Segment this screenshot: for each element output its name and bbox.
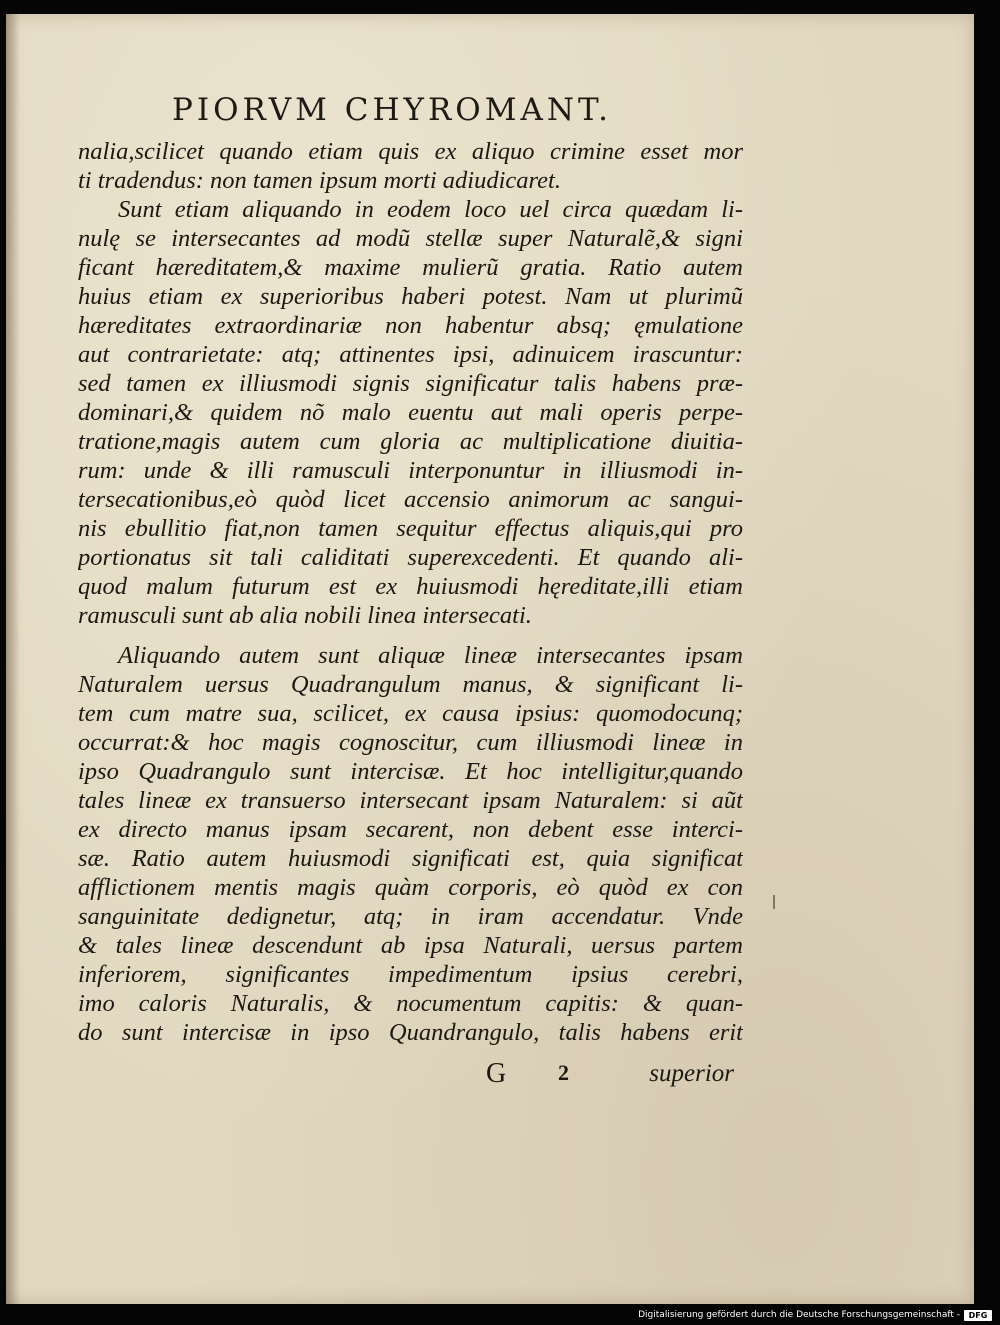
text-line: ti tradendus: non tamen ipsum morti adiudicaret. (78, 167, 561, 194)
text-line: & tales lineæ descendunt ab ipsa Naturali, uersus partem (78, 932, 743, 959)
text-line: nis ebullitio fiat,non tamen sequitur effectus aliquis,qui pro (78, 515, 743, 542)
signature-number: 2 (558, 1060, 569, 1085)
text-line: tersecationibus,eò quòd licet accensio animorum ac sangui- (78, 486, 743, 513)
text-line: hæreditates extraordinariæ non habentur absq; ęmulatione (78, 312, 743, 339)
running-head: PIORVM CHYROMANT. (172, 92, 612, 128)
margin-mark (773, 895, 775, 909)
text-line: sæ. Ratio autem huiusmodi significati est, quia significat (78, 845, 743, 872)
text-line: Sunt etiam aliquando in eodem loco uel circa quædam li- (118, 196, 743, 223)
text-line: ficant hæreditatem,& maxime mulierũ gratia. Ratio autem (78, 254, 743, 281)
text-line: occurrat:& hoc magis cognoscitur, cum illiusmodi lineæ in (78, 729, 743, 756)
text-line: tem cum matre sua, scilicet, ex causa ipsius: quomodocunq; (78, 700, 743, 727)
text-line: nalia,scilicet quando etiam quis ex aliquo crimine esset mor (78, 138, 743, 165)
catchword-line (486, 1058, 746, 1092)
text-line: rum: unde & illi ramusculi interponuntur in illiusmodi in- (78, 457, 743, 484)
text-line: Naturalem uersus Quadrangulum manus, & significant li- (78, 671, 743, 698)
paragraph-3 (78, 641, 743, 1047)
text-line: sanguinitate dedignetur, atq; in iram accendatur. Vnde (78, 903, 743, 930)
dfg-logo-icon: DFG (964, 1310, 992, 1321)
text-line: nulę se intersecantes ad modũ stellæ super Naturalẽ,& signi (78, 225, 743, 252)
text-line: ex directo manus ipsam secarent, non debent esse interci- (78, 816, 743, 843)
text-line: ramusculi sunt ab alia nobili linea intersecati. (78, 602, 532, 629)
text-line: inferiorem, significantes impedimentum ipsius cerebri, (78, 961, 743, 988)
text-line: dominari,& quidem nõ malo euentu aut mali operis perpe- (78, 399, 743, 426)
text-line: Aliquando autem sunt aliquæ lineæ intersecantes ipsam (118, 642, 743, 669)
paragraph-gap (78, 630, 743, 641)
text-line: sed tamen ex illiusmodi signis significatur talis habens præ- (78, 370, 743, 397)
page-binding-shadow (6, 14, 20, 1304)
text-line: tratione,magis autem cum gloria ac multiplicatione diuitia- (78, 428, 743, 455)
body-text (78, 137, 743, 1047)
paragraph-2 (78, 195, 743, 630)
paragraph-1 (78, 137, 743, 195)
funding-credit: Digitalisierung gefördert durch die Deutsche Forschungsgemeinschaft - (638, 1310, 960, 1320)
text-line: portionatus sit tali caliditati superexcedenti. Et quando ali- (78, 544, 743, 571)
text-line: afflictionem mentis magis quàm corporis, eò quòd ex con (78, 874, 743, 901)
text-line: huius etiam ex superioribus haberi potest. Nam ut plurimũ (78, 283, 743, 310)
text-line: tales lineæ ex transuerso intersecant ipsam Naturalem: si aũt (78, 787, 743, 814)
text-line: do sunt intercisæ in ipso Quandrangulo, talis habens erit (78, 1019, 743, 1046)
text-line: quod malum futurum est ex huiusmodi hęreditate,illi etiam (78, 573, 743, 600)
signature-mark: G (486, 1058, 507, 1089)
text-line: aut contrarietate: atq; attinentes ipsi, adinuicem irascuntur: (78, 341, 743, 368)
catchword: superior (649, 1060, 734, 1087)
text-line: ipso Quadrangulo sunt intercisæ. Et hoc intelligitur,quando (78, 758, 743, 785)
text-line: imo caloris Naturalis, & nocumentum capitis: & quan- (78, 990, 743, 1017)
